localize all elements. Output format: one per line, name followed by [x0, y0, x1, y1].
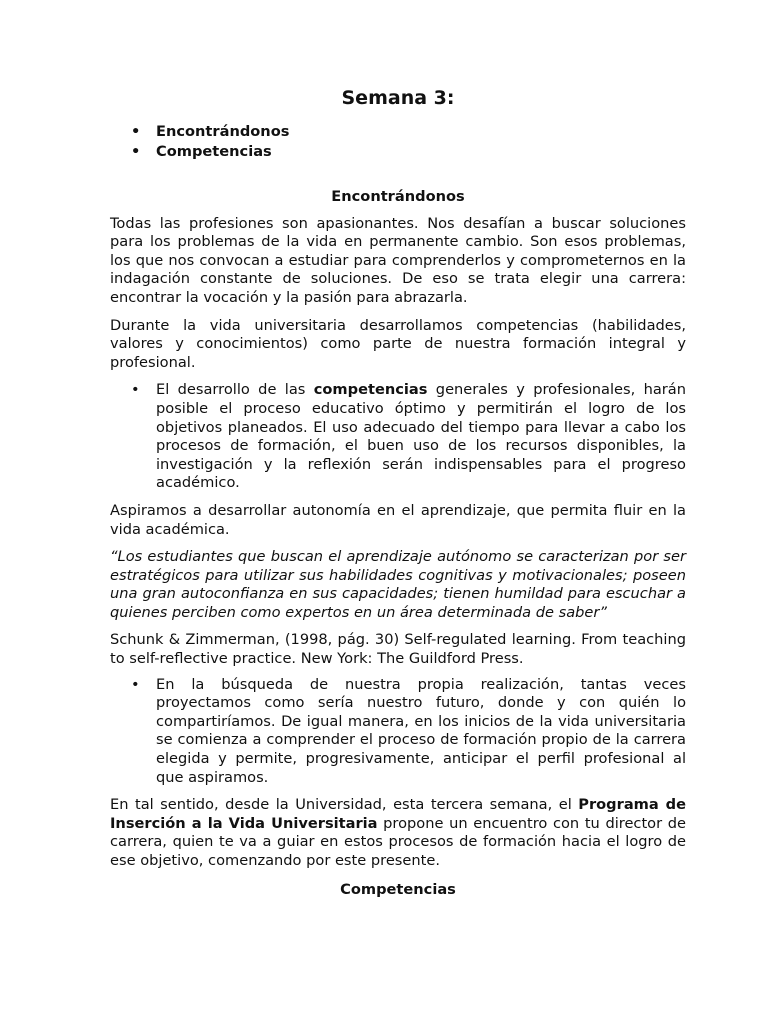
bold-text: Programa de Inserción a la Vida Universitaria [110, 796, 686, 832]
bullet-item: • En la búsqueda de nuestra propia realización, tantas veces proyectamos como sería nuestro futuro, donde y con quién lo compartiríamos. De igual manera, en los inicios de la vida universitaria se comienza a comprender el proceso de formación propio de la carrera elegida y permite, progresivamente, anticipar el perfil profesional al que aspiramos. [110, 676, 686, 788]
text-run: El desarrollo de las [156, 381, 314, 399]
text-run: generales y profesionales, harán posible el proceso educativo óptimo y permitirán el logro de los objetivos planeados. El uso adecuado del tiempo para llevar a cabo los procesos de formación, el buen uso de los recursos disponibles, la investigación y la reflexión serán indispensables para el progreso académico. [156, 381, 686, 492]
text-run: En tal sentido, desde la Universidad, esta tercera semana, el [110, 796, 579, 814]
paragraph: Aspiramos a desarrollar autonomía en el aprendizaje, que permita fluir en la vida académica. [110, 501, 686, 538]
bold-text: competencias [313, 381, 428, 399]
topic-item: • Encontrándonos [110, 122, 686, 142]
bullet-item [110, 381, 686, 493]
topic-list [110, 122, 686, 162]
section-heading-competencias: Competencias [340, 880, 456, 898]
text-run: propone un encuentro con tu director de carrera, quien te va a guiar en estos procesos de formación hacia el logro de ese objetivo, comenzando por este presente. [110, 814, 686, 869]
paragraph [110, 796, 686, 870]
paragraph: Durante la vida universitaria desarrollamos competencias (habilidades, valores y conocimientos) como parte de nuestra formación integral y profesional. [110, 316, 686, 371]
block-quote: “Los estudiantes que buscan el aprendizaje autónomo se caracterizan por ser estratégicos para utilizar sus habilidades cognitivas y motivacionales; poseen una gran autoconfianza en sus capacidades; tienen humildad para escuchar a quienes perciben como expertos en un área determinada de saber” [110, 548, 686, 621]
paragraph: Todas las profesiones son apasionantes. Nos desafían a buscar soluciones para los problemas de la vida en permanente cambio. Son esos problemas, los que nos convocan a estudiar para comprenderlos y comprometernos en la indagación constante de soluciones. De eso se trata elegir una carrera: encontrar la vocación y la pasión para abrazarla. [110, 214, 686, 306]
topic-item: • Competencias [110, 142, 686, 162]
section-heading-encontrandonos: Encontrándonos [331, 188, 465, 205]
bullet-list [110, 381, 686, 493]
citation: Schunk & Zimmerman, (1998, pág. 30) Self-regulated learning. From teaching to self-reflective practice. New York: The Guildford Press. [110, 631, 686, 668]
bullet-list [110, 676, 686, 788]
page-title: Semana 3: [341, 87, 455, 109]
document-content [110, 86, 686, 899]
